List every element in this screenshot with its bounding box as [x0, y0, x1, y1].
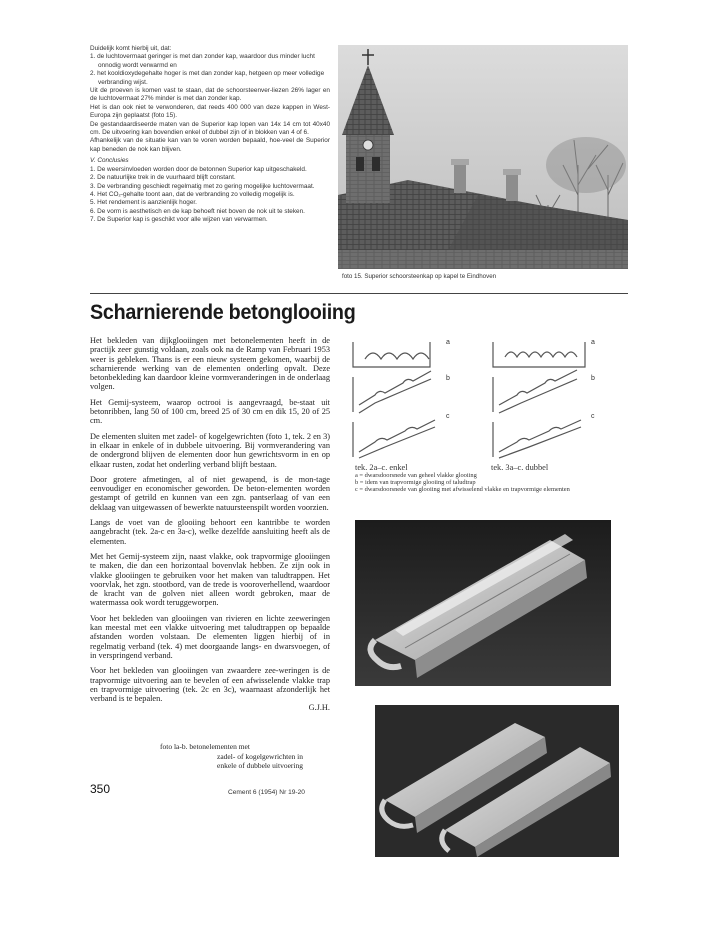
caption-line: zadel- of kogelgewrichten in — [217, 751, 304, 761]
drawing-label-c: c — [446, 413, 450, 420]
paragraph: Uit de proeven is komen vast te staan, dat de schoorsteenver-liezen 26% lager en de luchtovermaat 27% minder is met dan zonder kap. — [90, 87, 330, 103]
top-left-column — [90, 45, 330, 225]
conclusion-item: 5. Het rendement is aanzienlijk hoger. — [90, 199, 197, 207]
signature-row — [90, 703, 330, 712]
intro-line: Duidelijk komt hierbij uit, dat: — [90, 45, 172, 52]
drawing-label-c: c — [591, 413, 595, 420]
article-paragraph: Door grotere afmetingen, al of niet gewapend, is de mon-tage eenvoudiger en economischer geworden. De beton-elementen worden gestampt of getrild en kunnen van een zgn. pantserlaag of van een deklaag van uitgewassen of bewerkte natuursteenspilt worden voorzien. — [90, 474, 330, 512]
conclusion-item: 4. Het CO₂-gehalte toont aan, dat de verbranding zo volledig mogelijk is. — [90, 190, 295, 198]
conclusion-item: 3. De verbranding geschiedt regelmatig met zo gering mogelijke luchtovermaat. — [90, 182, 315, 190]
conclusion-item: 7. De Superior kap is geschikt voor alle wijzen van verwarmen. — [90, 216, 268, 224]
list-item: 2. het kooldioxydegehalte hoger is met dan zonder kap, hetgeen op meer volledige verbranding wijst. — [90, 70, 325, 86]
article-paragraph: Voor het bekleden van glooiingen van rivieren en lichte zeeweringen kan meestal met een vlakke uitvoering met taludtrappen op bepaalde afstanden worden volstaan. De elementen liggen hierbij of in regelmatig verband (tek. 4) met doorgaande langs- en dwarsvoegen, of in verspringend verband. — [90, 613, 330, 660]
conclusion-item: 1. De weersinvloeden worden door de betonnen Superior kap uitgeschakeld. — [90, 165, 307, 173]
page-number: 350 — [90, 782, 111, 796]
article-title: Scharnierende betonglooiing — [90, 301, 356, 324]
legend-line: c = dwarsdoorsnede van glooiing met afwisselend vlakke en trapvormige elementen — [355, 486, 570, 494]
paragraph: Het is dan ook niet te verwonderen, dat reeds 400 000 van deze kappen in West-Europa zijn geplaatst (foto 15). — [90, 103, 330, 120]
article-paragraph: Voor het bekleden van glooiingen van zwaardere zee-weringen is de trapvormige uitvoering aan te bevelen of een afwisselende vlakke trap en trapvormige uitvoering (tek. 2c en 3c), waarnaast afzonderlijk het verband is te bepalen. — [90, 666, 330, 704]
legend-line: b = idem van trapvormige glooiing of taludtrap — [355, 479, 476, 487]
photo-1-caption — [160, 742, 303, 771]
paragraph: De gestandaardiseerde maten van de Superior kap lopen van 14x 14 cm tot 40x40 cm. De uitvoering kan bovendien enkel of dubbel zijn of in blokken van 4 of 6. — [90, 120, 330, 137]
article-paragraph: Langs de voet van de glooiing behoort een kantribbe te worden aangebracht (tek. 2a-c en 3a-c), welke dezelfde aansluiting heeft als de elementen. — [90, 518, 330, 546]
article-paragraph: De elementen sluiten met zadel- of kogelgewrichten (foto 1, tek. 2 en 3) in elkaar in enkele of in dubbele uitvoering. Bij vormverandering van de ondergrond blijven de elementen door hun gewrichtsvorm in en op elkaar rusten, zodat het onderling verband blijft bestaan. — [90, 431, 330, 469]
drawing-label-a: a — [446, 339, 450, 346]
author-signature: G.J.H. — [308, 703, 330, 713]
article-paragraph: Met het Gemij-systeem zijn, naast vlakke, ook trapvormige glooiingen te maken, die dan een horizontaal bovenvlak hebben. Ze zijn ook in vlakke glooiingen te gebruiken voor het maken van taludtrappen. Het voorvlak, het zgn. stootbord, van de trede is vooroverhellend, waardoor de kracht van de golven niet alleen wordt gebroken, maar de watermassa ook wordt teruggeworpen. — [90, 551, 330, 608]
drawing-label-b: b — [446, 375, 450, 382]
caption-line: foto la-b. betonelementen met — [160, 742, 250, 751]
section-divider — [90, 293, 628, 294]
concrete-elements-photo-b — [375, 705, 619, 857]
article-paragraph: Het Gemij-systeem, waarop octrooi is aangevraagd, be-staat uit betonribben, lang 50 of 100 cm, breed 25 of 30 cm en dik 15, 20 of 25 cm. — [90, 397, 330, 426]
conclusions-heading: V. Conclusies — [90, 157, 129, 165]
drawing-legend — [355, 463, 610, 494]
drawing-caption-double: tek. 3a–c. dubbel — [491, 463, 549, 472]
paragraph: Afhankelijk van de situatie kan van te voren worden bepaald, hoe-veel de Superior kap beneden de nok kan blijven. — [90, 137, 330, 153]
conclusion-item: 2. De natuurlijke trek in de vuurhaard blijft constant. — [90, 174, 236, 182]
concrete-elements-photo-a — [355, 520, 611, 686]
drawing-label-a: a — [591, 339, 595, 346]
conclusion-item: 6. De vorm is aesthetisch en de kap behoeft niet boven de nok uit te steken. — [90, 207, 305, 215]
caption-line: enkele of dubbele uitvoering — [217, 761, 304, 770]
drawing-caption-single: tek. 2a–c. enkel — [355, 463, 408, 472]
journal-reference: Cement 6 (1954) Nr 19-20 — [228, 789, 305, 796]
drawing-label-b: b — [591, 375, 595, 382]
article-paragraph: Het bekleden van dijkglooiingen met betonelementen heeft in de practijk zeer gunstig voldaan, zoals ook na de Ramp van Februari 1953 weer is gebleken. Thans is er een nieuw systeem gekomen, waarbij de scharnierende werking van de elementen onderling opvalt. Deze betonbekleding kan daardoor kleine vormveranderingen in de onderlaag volgen. — [90, 336, 330, 392]
cross-section-drawings — [345, 337, 615, 462]
legend-line: a = dwarsdoorsnede van geheel vlakke glooiing — [355, 472, 477, 479]
list-item: 1. de luchtovermaat geringer is met dan zonder kap, waardoor dus minder lucht onnodig wordt verwarmd en — [90, 53, 315, 69]
chapel-photo — [338, 45, 628, 269]
article-body — [90, 336, 330, 713]
photo-15-caption: foto 15. Superior schoorsteenkap op kapel te Eindhoven — [342, 273, 497, 280]
